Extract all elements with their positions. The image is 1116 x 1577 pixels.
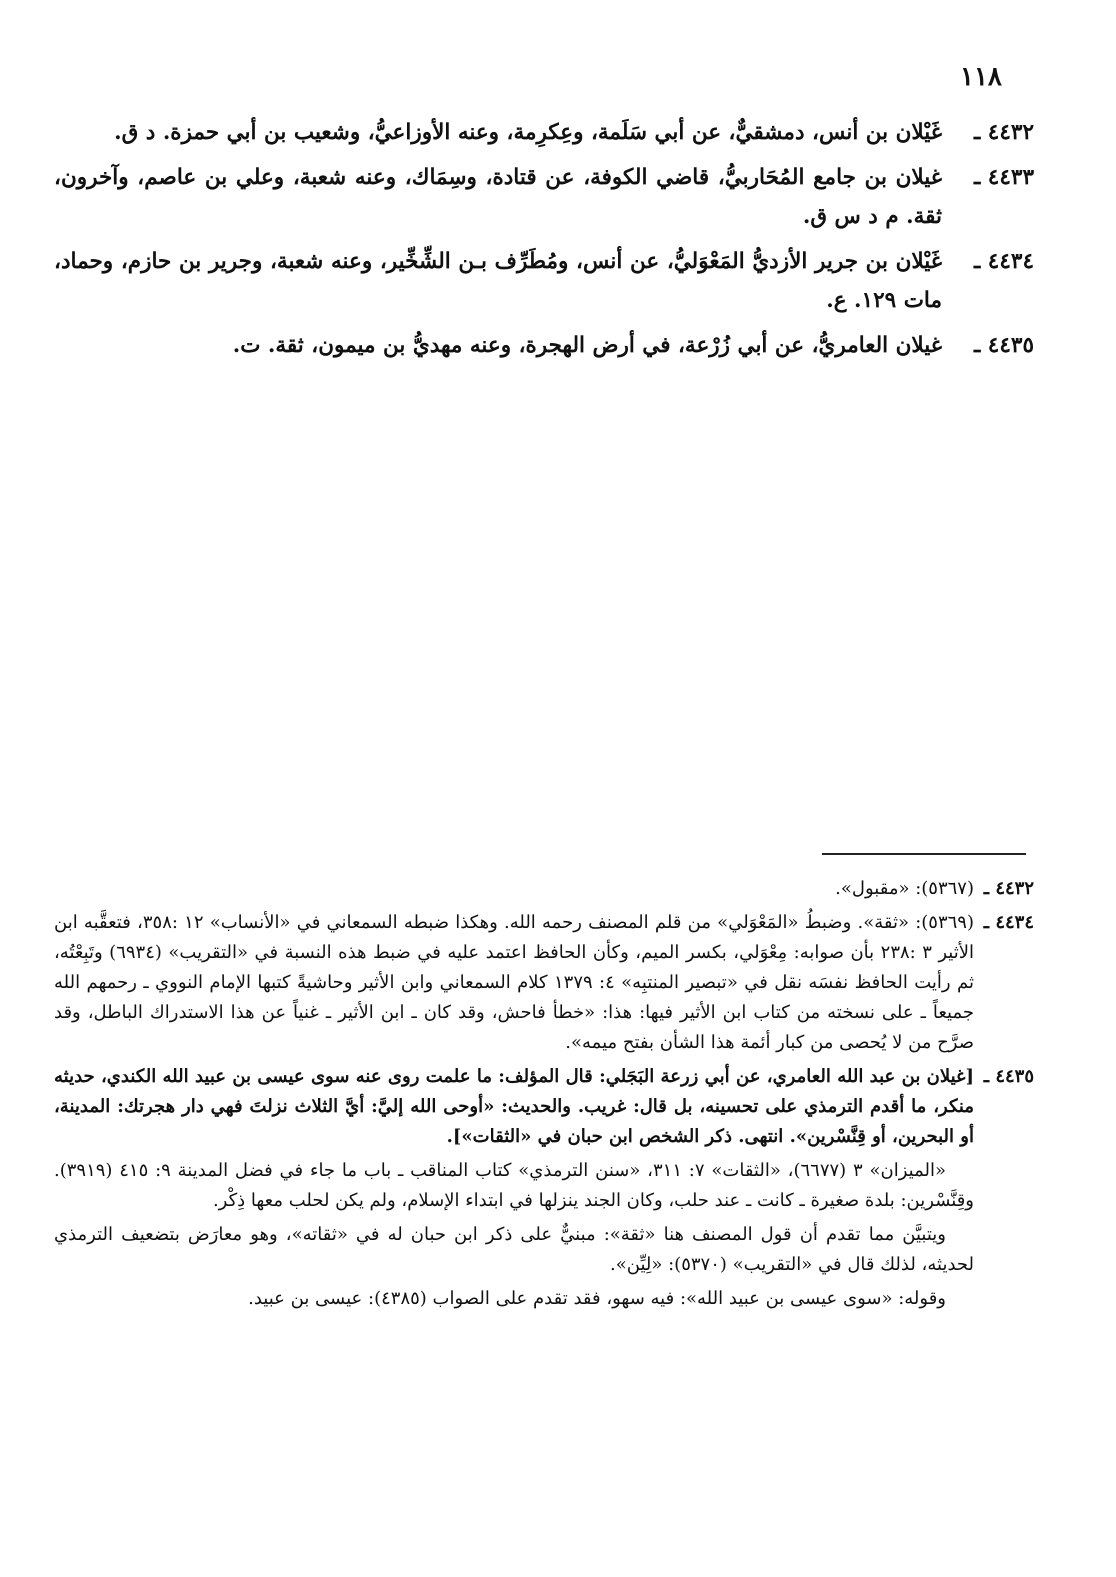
footnote-paragraph: ويتبيَّن مما تقدم أن قول المصنف هنا «ثقة»: مبنيٌّ على ذكر ابن حبان له في «ثقاته»، وهو معارَض بتضعيف الترمذي لحديثه، لذلك قال في «التقريب» (٥٣٧٠): «لِيِّن». (54, 1224, 974, 1275)
footnote (54, 874, 1034, 904)
footnote-text: (٥٣٦٧): «مقبول». (835, 878, 974, 899)
entry (54, 113, 1034, 152)
entry-text: غيلان بن جامع المُحَاربيُّ، قاضي الكوفة، عن قتادة، وسِمَاك، وعنه شعبة، وعلي بن عاصم، وآخرون، ثقة. م د س ق. (54, 165, 942, 229)
main-entries (54, 113, 1034, 371)
footnote-text: (٥٣٦٩): «ثقة». وضبطُ «المَعْوَلي» من قلم المصنف رحمه الله. وهكذا ضبطه السمعاني في «الأنساب» ١٢ :٣٥٨، فتعقَّبه ابن الأثير ٣ :٢٣٨ بأن صوابه: مِعْوَلي، بكسر الميم، وكأن الحافظ اعتمد عليه في ضبط هذه النسبة في «التقريب» (٦٩٣٤) وتَبِعْتُه، ثم رأيت الحافظ نفسَه نقل في «تبصير المنتبِه» ٤: ١٣٧٩ كلام السمعاني وابن الأثير وحاشيةً كتبها الإمام النووي ـ رحمهم الله جميعاً ـ على نسخته من كتاب ابن الأثير فيها: هذا: «خطأ فاحش، وقد كان ـ ابن الأثير ـ غنياً عن هذا الاستدراك الباطل، وقد صرَّح من لا يُحصى من كبار أئمة هذا الشأن بفتح ميمه». (54, 912, 975, 1053)
footnote (54, 1062, 1034, 1152)
footnote-paragraph: وقوله: «سوى عيسى بن عبيد الله»: فيه سهو، فقد تقدم على الصواب (٤٣٨٥): عيسى بن عبيد. (248, 1288, 946, 1309)
entry-number: ٤٤٣٣ ـ (974, 165, 1034, 190)
entry-text: غَيْلان بن أنس، دمشقيٌّ، عن أبي سَلَمة، وعِكرِمة، وعنه الأوزاعيُّ، وشعيب بن أبي حمزة. د ق. (114, 120, 942, 145)
page-number: ١١٨ (960, 62, 1002, 92)
entry-number: ٤٤٣٥ ـ (974, 333, 1034, 358)
entry (54, 158, 1034, 236)
footnote-paragraph: «الميزان» ٣ (٦٦٧٧)، «الثقات» ٧: ٣١١، «سنن الترمذي» كتاب المناقب ـ باب ما جاء في فضل المدينة ٩: ٤١٥ (٣٩١٩). وقِنَّسْرين: بلدة صغيرة ـ كانت ـ عند حلب، وكان الجند ينزلها في ابتداء الإسلام، ولم يكن لحلب معها ذِكْر. (54, 1160, 974, 1211)
entry-number: ٤٤٣٢ ـ (974, 120, 1034, 145)
footnote-separator (822, 853, 1026, 855)
footnote-number: ٤٤٣٥ ـ (983, 1066, 1034, 1087)
entry-number: ٤٤٣٤ ـ (974, 249, 1034, 274)
footnote-text: [غيلان بن عبد الله العامري، عن أبي زرعة البَجَلي: قال المؤلف: ما علمت روى عنه سوى عيسى بن عبيد الله الكندي، حديثه منكر، ما أقدم الترمذي على تحسينه، بل قال: غريب. والحديث: «أوحى الله إليَّ: أيَّ الثلاث نزلتَ فهي دار هجرتك: المدينة، أو البحرين، أو قِنَّسْرين». انتهى. ذكر الشخص ابن حبان في «الثقات»]. (54, 1066, 974, 1147)
entry (54, 242, 1034, 320)
footnote-number: ٤٤٣٤ ـ (983, 912, 1034, 933)
entry (54, 326, 1034, 365)
footnote (54, 908, 1034, 1058)
footnotes (54, 874, 1034, 1318)
footnote-number: ٤٤٣٢ ـ (983, 878, 1034, 899)
entry-text: غَيْلان بن جرير الأزديُّ المَعْوَليُّ، عن أنس، ومُطَرِّف بـن الشِّخِّير، وعنه شعبة، وجرير بن حازم، وحماد، مات ١٢٩. ع. (54, 249, 942, 313)
entry-text: غيلان العامريُّ، عن أبي زُرْعة، في أرض الهجرة، وعنه مهديُّ بن ميمون، ثقة. ت. (232, 333, 942, 358)
